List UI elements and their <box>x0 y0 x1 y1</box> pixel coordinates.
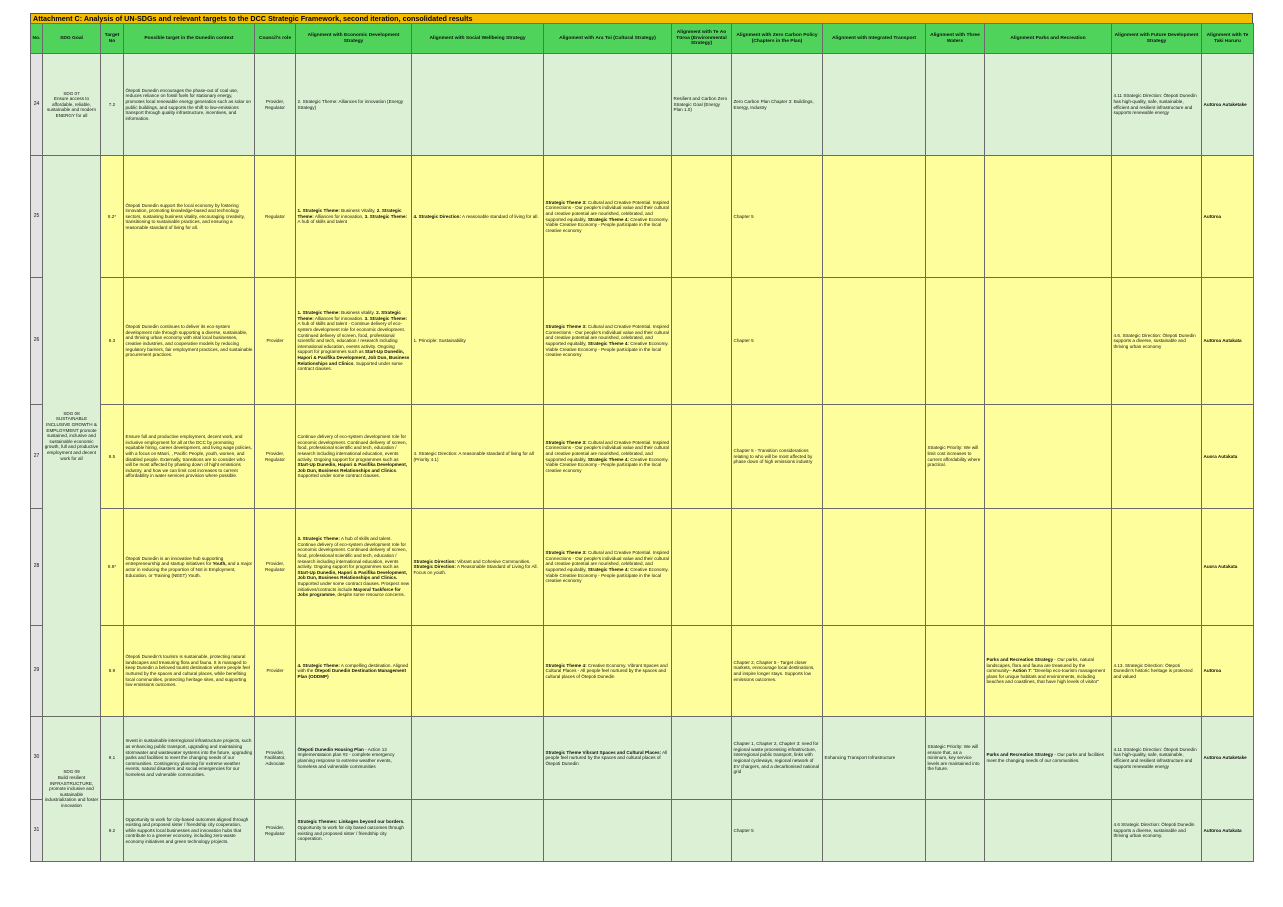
te-ao-turoa-cell[interactable] <box>672 509 732 626</box>
te-ao-turoa-cell[interactable] <box>672 156 732 278</box>
header-row <box>31 24 1254 54</box>
economic-theme-text: Continue delivery of eco-system development role for economic development. Continued delivery of screen, food, professional scientific and tech, education / research including international education, events activity. Ongoing support for programmes such as <box>297 434 407 462</box>
economic-theme-label: Strategic Themes: Linkages beyond our borders. <box>297 819 405 825</box>
social-cell[interactable]: 1. Principle: Sustainability <box>412 278 544 405</box>
zero-carbon-cell[interactable]: Zero Carbon Plan Chapter 3: Buildings, Energy, Industry <box>732 54 823 156</box>
ara-toi-cell[interactable] <box>544 405 672 509</box>
context-cell[interactable]: Ōtepoti Dunedin support the local economy by fostering innovation, promoting knowledge-based and technology sectors, sustaining business vitality, encouraging creativity, transitioning to sustainable practices, and ensuring a reasonable standard of living for all. <box>124 156 255 278</box>
ara-toi-theme-text: All people feel nurtured by the spaces and cultural places of Ōtepoti Dunedin <box>545 749 668 766</box>
zero-carbon-cell[interactable]: Chapter 2, Chapter 5 - Target closer markets, enncourage local destinations, and inspire longer stays. Supports low emissions outcomes. <box>732 626 823 717</box>
economic-theme-text: Alliances for innovation, <box>313 213 365 219</box>
target-no-cell[interactable]: 7.2 <box>101 54 124 156</box>
sheet-title: Attachment C: Analysis of UN-SDGs and relevant targets to the DCC Strategic Framework, second iteration, consolidated results <box>30 13 1253 23</box>
context-cell[interactable]: Ōtepoti Dunedin encourages the phase-out of coal use, reduces reliance on fossil fuels for stationary energy, promotes local renewable energy generation such as solar on public buildings, and supports the shift to low-emissions transport through quality infrastructure, incentives, and information. <box>124 54 255 156</box>
te-taki-haruru-cell[interactable]: Auora Autakata <box>1202 509 1254 626</box>
three-waters-cell[interactable] <box>926 626 985 717</box>
economic-theme-label: 4. Strategic Theme: <box>297 662 340 668</box>
transport-cell[interactable] <box>823 509 926 626</box>
ara-toi-theme-text: Creative Economy. Vibrant Spaces and Cultural Places - All people feel nurtured by the spaces and cultural places of Ōtepoti Dunedin <box>545 662 668 679</box>
transport-cell[interactable] <box>823 278 926 405</box>
three-waters-cell[interactable] <box>926 156 985 278</box>
col-header-ara-toi[interactable]: Alignment with Ara Toi (Cultural Strategy) <box>544 24 672 54</box>
social-direction-label: 4. Strategic Direction: <box>413 213 461 219</box>
parks-strategy-text: - Our parks and facilities meet the changing needs of our communities. <box>986 752 1104 763</box>
ara-toi-cell[interactable] <box>544 626 672 717</box>
parks-cell[interactable] <box>985 717 1112 800</box>
social-direction-text: A Reasonable Standard of Living for All. Focus on youth. <box>413 564 538 575</box>
table-row <box>31 509 1254 626</box>
fds-cell[interactable]: 4.11 Strategic Direction: Ōtepoti Dunedin has high-quality, safe, sustainable, efficient and resilient infrastructure and supports renewable energy <box>1112 717 1202 800</box>
context-text: Ōtepoti Dunedin is an innovative hub supporting entrepreneurship and startup initiatives for <box>125 555 224 567</box>
parks-action-label: Action 7 <box>1012 668 1031 674</box>
transport-cell[interactable] <box>823 156 926 278</box>
te-taki-haruru-cell[interactable]: Auora Autakata <box>1202 405 1254 509</box>
alignment-table <box>30 23 1254 862</box>
ara-toi-theme-label: Strategic Theme 3: <box>545 550 587 556</box>
economic-programmes: Mayoral Taskforce for Jobs programme <box>297 586 401 598</box>
zero-carbon-cell[interactable]: Chapter 1, Chapter 2, Chapter 3: need for regional waste processing infrastructure, interregional public transport, links with regional cycleways, regional network of EV chargers, and a decarbonised national grid <box>732 717 823 800</box>
row-number[interactable]: 27 <box>31 405 43 509</box>
role-cell[interactable]: Provider, Regulator <box>255 800 296 862</box>
ara-toi-theme-text: Creative Economy. Viable Creative Economy - People participate in the local creative economy <box>545 567 669 584</box>
col-header-social[interactable]: Alignment with Social Wellbeing Strategy <box>412 24 544 54</box>
economic-cell[interactable]: 2. Strategic Theme: Alliances for innovation (Energy Strategy) <box>296 54 412 156</box>
ara-toi-cell[interactable] <box>544 156 672 278</box>
col-header-role[interactable]: Council's role <box>255 24 296 54</box>
sdg-goal-cell[interactable]: SDG 08 SUSTAINABLE INCLUSIVE GROWTH & EMPLOYMENT promote sustained, inclusive and sustainable economic growth, full and productive employment and decent work for all <box>43 156 101 717</box>
parks-cell[interactable] <box>985 278 1112 405</box>
ara-toi-theme-text: Cultural and Creative Potential. Inspired Connections - Our people's individual value and their cultural and creative potential are nourished, celebrated, and supported equitably, <box>545 439 670 462</box>
fds-cell[interactable]: 4.6 Strategic Direction: Ōtepoti Dunedin supports a diverse, sustainable and thriving urban economy. <box>1112 800 1202 862</box>
col-header-no[interactable]: No. <box>31 24 43 54</box>
te-ao-turoa-cell[interactable] <box>672 717 732 800</box>
ara-toi-theme-label: Strategic Theme 3: <box>545 324 587 330</box>
parks-cell[interactable] <box>985 156 1112 278</box>
col-header-sdg-goal[interactable]: SDG Goal <box>43 24 101 54</box>
social-cell[interactable] <box>412 156 544 278</box>
fds-cell[interactable] <box>1112 405 1202 509</box>
economic-cell[interactable] <box>296 278 412 405</box>
fds-cell[interactable]: 4.6. Strategic Direction: Ōtepoti Dunedin supports a diverse, sustainable and thriving urban economy <box>1112 278 1202 405</box>
role-cell[interactable]: Regulator <box>255 156 296 278</box>
economic-programmes: Start-Up Dunedin, Hapori & Pasifika Development, Job Dun, Business Relationships and Clinics <box>297 462 408 473</box>
parks-strategy-text: - Our parks, natural landscapes, flora and fauna are treasured by the community– <box>986 657 1094 674</box>
ara-toi-theme-text: Creative Economy. Viable Creative Economy - People participate in the local creative economy <box>545 216 669 233</box>
row-number[interactable]: 31 <box>31 800 43 862</box>
transport-cell[interactable] <box>823 800 926 862</box>
zero-carbon-cell[interactable]: Chapter 5 <box>732 800 823 862</box>
economic-cell[interactable] <box>296 626 412 717</box>
role-cell[interactable]: Provider, Regulator <box>255 54 296 156</box>
economic-plan-name: Ōtepoti Dunedin Destination Management Plan (ODDMP) <box>297 668 406 679</box>
social-direction-label: Strategic Direction: <box>413 564 456 570</box>
ara-toi-theme-label: Strategic Theme 4: <box>587 567 629 572</box>
context-text: and a major actor in reducing the proportion of Not in Employment, Education, or Training (NEET) Youth. <box>125 561 253 578</box>
economic-theme-text: A hub of skills and talent - Continue delivery of eco-system development role for economic development. Continued delivery of screen, food, professional scientific and tech, education / research including international education, events activity. Ongoing support for programmes such as <box>297 321 405 355</box>
economic-cell[interactable] <box>296 509 412 626</box>
col-header-three-waters[interactable]: Alignment with Three Waters <box>926 24 985 54</box>
ara-toi-theme-text: Creative Economy. Viable Creative Economy - People participate in the local creative economy <box>545 341 669 358</box>
economic-theme-label: 2. Strategic Theme: <box>297 310 401 321</box>
te-ao-turoa-cell[interactable] <box>672 405 732 509</box>
parks-cell[interactable] <box>985 405 1112 509</box>
fds-cell[interactable] <box>1112 156 1202 278</box>
parks-strategy-label: Parks and Recreation Strategy <box>986 657 1054 663</box>
target-no-cell[interactable]: 8.2* <box>101 156 124 278</box>
economic-theme-text: Alliances for innovation. <box>313 315 365 321</box>
economic-theme-text: Business Vitality, <box>339 208 377 214</box>
ara-toi-theme-label: Strategic Theme 4: <box>587 216 629 222</box>
target-no-cell[interactable]: 8.5 <box>101 405 124 509</box>
economic-theme-text: A hub of skills and talent <box>297 219 348 225</box>
zero-carbon-cell[interactable]: Chapter 5 <box>732 156 823 278</box>
economic-theme-label: 1. Strategic Theme: <box>297 208 340 214</box>
fds-cell[interactable]: 4.13. Strategic Direction: Ōtepoti Dunedin's historic heritage is protected and valued <box>1112 626 1202 717</box>
ara-toi-cell[interactable] <box>544 54 672 156</box>
te-taki-haruru-cell[interactable]: Autūroa <box>1202 626 1254 717</box>
social-cell[interactable]: 4. Strategic Direction: A reasonable standard of living for all (Priority 4.1) <box>412 405 544 509</box>
transport-cell[interactable]: Enhancing Transport Infrastructure <box>823 717 926 800</box>
row-number[interactable]: 25 <box>31 156 43 278</box>
target-no-cell[interactable]: 8.6* <box>101 509 124 626</box>
table-row <box>31 800 1254 862</box>
three-waters-cell[interactable] <box>926 54 985 156</box>
row-number[interactable]: 26 <box>31 278 43 405</box>
col-header-parks[interactable]: Alignment Parks and Recreation <box>985 24 1112 54</box>
ara-toi-theme-label: Strategic Theme 3: <box>545 199 587 205</box>
social-cell[interactable] <box>412 509 544 626</box>
ara-toi-theme-label: Strategic Theme 4: <box>545 662 587 668</box>
col-header-te-taki-haruru[interactable]: Alignment with Te Taki Haruru <box>1202 24 1254 54</box>
row-number[interactable]: 28 <box>31 509 43 626</box>
table-row <box>31 717 1254 800</box>
ara-toi-theme-label: Strategic Theme Vibrant Spaces and Cultural Places: <box>545 749 662 755</box>
row-number[interactable]: 30 <box>31 717 43 800</box>
table-row <box>31 156 1254 278</box>
target-no-cell[interactable]: 8.9 <box>101 626 124 717</box>
economic-theme-label: 3. Strategic Theme: <box>297 536 340 542</box>
ara-toi-theme-label: Strategic Theme 4: <box>587 456 629 462</box>
parks-strategy-label: Parks and Recreation Strategy <box>986 752 1054 758</box>
social-direction-label: Strategic Direction: <box>413 558 456 564</box>
economic-theme-text: - Action 13 Implementataion plan #2 - complete emergency planning response to extreme weather events, homeless and vulnerable communities <box>297 746 395 769</box>
transport-cell[interactable] <box>823 405 926 509</box>
target-no-cell[interactable]: 9.2 <box>101 800 124 862</box>
social-cell[interactable] <box>412 800 544 862</box>
role-cell[interactable]: Provider, Regulator <box>255 405 296 509</box>
col-header-transport[interactable]: Alignment with Integrated Transport <box>823 24 926 54</box>
context-cell[interactable]: Invest in sustainable interregional infrastructure projects, such as enhancing public transport, upgrading and maintaining stormwater and wastewater systems into the future, upgrading parks and facilities to meet the changing needs of our communities. Contingency planning for extreme weather events, natural disasters and social emergencies for our homeless and vulnerable communities. <box>124 717 255 800</box>
economic-theme-label: 3. Strategic Theme: <box>364 213 408 219</box>
economic-theme-label: 1. Strategic Theme: <box>297 310 340 316</box>
social-cell[interactable] <box>412 626 544 717</box>
context-cell[interactable]: Ōtepoti Dunedin continues to deliver its eco-system development role through supporting a diverse, sustainable, and thriving urban economy with vital local businesses, creative industries, and cooperative models by reducing regulatory barriers, fair employment practices, and sustainable procurement practices. <box>124 278 255 405</box>
te-taki-haruru-cell[interactable]: Autūroa Autakata <box>1202 800 1254 862</box>
te-ao-turoa-cell[interactable] <box>672 800 732 862</box>
te-taki-haruru-cell[interactable]: Autūroa Autaketake <box>1202 54 1254 156</box>
transport-cell[interactable] <box>823 626 926 717</box>
role-cell[interactable]: Provider, Regulator <box>255 509 296 626</box>
economic-cell[interactable] <box>296 405 412 509</box>
social-direction-text: Vibrant and Cohesive Communities. <box>455 558 531 564</box>
economic-programmes: Start-Up Dunedin, Hapori & Pasifika Development, Job Dun, Business Relationships and Clinics. <box>297 569 408 581</box>
social-cell[interactable] <box>412 717 544 800</box>
parks-strategy-text: : "Develop eco-tourism management plans for unique habitats and environments, including beaches and coastlines, that have high levels of visitor" <box>986 668 1106 685</box>
col-header-fds[interactable]: Alignment with Future Development Strategy <box>1112 24 1202 54</box>
row-number[interactable]: 24 <box>31 54 43 156</box>
col-header-te-ao-turoa[interactable]: Alignment with Te Ao Tūroa (Environmental Strategy) <box>672 24 732 54</box>
parks-cell[interactable] <box>985 626 1112 717</box>
parks-cell[interactable] <box>985 800 1112 862</box>
context-cell[interactable]: Opportunity to work for city-based outcomes aligned through existing and proposed sister / friendship city cooperation, while supports local businesses and innovation hubs that contribute to a greener economy, including zero-waste economy initiatives and green technology projects. <box>124 800 255 862</box>
col-header-economic[interactable]: Alignment with Economic Development Strategy <box>296 24 412 54</box>
target-no-cell[interactable]: 8.3 <box>101 278 124 405</box>
housing-plan-label: Ōtepoti Dunedin Housing Plan <box>297 746 364 752</box>
social-direction-text: A reasonable standard of living for all. <box>460 213 539 219</box>
economic-theme-label: 3. Strategic Theme: <box>364 315 408 321</box>
ara-toi-cell[interactable] <box>544 509 672 626</box>
context-cell[interactable]: Ensure full and productive employment, decent work, and inclusive employment for all at the DCC by promoting equitable hiring, career development, and living wage policies, with a focus on Māori, , Pacific People, youth, women, and disabled people. Externally, transitions are to consider who will be most affected by phasing down of hight emissions industry, and how we can limit cost increases to current affordability in water services provision where possible. <box>124 405 255 509</box>
table-row <box>31 278 1254 405</box>
ara-toi-cell[interactable] <box>544 717 672 800</box>
ara-toi-cell[interactable] <box>544 800 672 862</box>
economic-theme-text: . Supported under some contract clauses. <box>297 360 403 372</box>
role-cell[interactable]: Provider, Facilitator, Advocate <box>255 717 296 800</box>
economic-theme-text: A compelling destination. Aligned with the <box>297 662 409 674</box>
economic-theme-text: Business vitality. <box>339 310 377 316</box>
economic-cell[interactable] <box>296 717 412 800</box>
sdg-goal-cell[interactable]: SDG 07 Ensure access to affordable, reliable, sustainable and modern ENERGY for all <box>43 54 101 156</box>
ara-toi-theme-text: Creative Economy. Viable Creative Economy - People participate in the local creative economy <box>545 456 669 473</box>
context-cell[interactable] <box>124 509 255 626</box>
economic-theme-text: A hub of skills and talent. Continue delivery of eco-system development role for economic development. Continued delivery of screen, food, professional scientific and tech, education / research including international education, events activity. Ongoing support for programmes such as <box>297 536 407 570</box>
zero-carbon-cell[interactable] <box>732 509 823 626</box>
context-cell[interactable]: Ōtepoti Dunedin's tourism is sustainable, protecting natural landscapes and treasuring flora and fauna. It is managed to keep Dunedin a beloved tourist destination where people feel nurtured by the spaces and cultural places, while benefiting local communities, protecting heritage sites, and supporting low emissions outcomes. <box>124 626 255 717</box>
role-cell[interactable]: Provider <box>255 278 296 405</box>
spreadsheet <box>30 13 1253 862</box>
te-taki-haruru-cell[interactable]: Autūroa Autaketake <box>1202 717 1254 800</box>
three-waters-cell[interactable] <box>926 509 985 626</box>
parks-cell[interactable] <box>985 54 1112 156</box>
economic-theme-text: Opportunity to work for city based outcomes through existing and proposed sister / friendship city cooperation. <box>297 824 404 842</box>
sdg-goal-cell[interactable]: SDG 09 Build resilient INFRASTRUCTURE, promote inclusive and sustainable industrialization and foster innovation <box>43 717 101 862</box>
economic-theme-text: Supported under some contract clauses. Prospect new initiatives/contracts include <box>297 580 410 592</box>
ara-toi-theme-text: Cultural and Creative Potential. Inspired Connections - Our people's individual value and their cultural and creative potential are nourished, celebrated, and supported equitably, <box>545 324 670 346</box>
three-waters-cell[interactable] <box>926 800 985 862</box>
ara-toi-theme-text: Cultural and Creative Potential. Inspired Connections - Our people's individual value and their cultural and creative potential are nourished, celebrated, and supported equitably, <box>545 550 670 572</box>
zero-carbon-cell[interactable]: Chapter 5 <box>732 278 823 405</box>
economic-theme-text: . Supported under some contract clauses. <box>297 467 398 479</box>
three-waters-cell[interactable]: Strategic Priority: We will ensure that, as a minimum, key service levels are maintained into the future. <box>926 717 985 800</box>
fds-cell[interactable] <box>1112 509 1202 626</box>
te-ao-turoa-cell[interactable]: Resilient and Carbon Zero Strategic Goal (Energy Plan 1.0) <box>672 54 732 156</box>
ara-toi-theme-label: Strategic Theme 4: <box>587 341 629 346</box>
parks-cell[interactable] <box>985 509 1112 626</box>
ara-toi-theme-label: Strategic Theme 3: <box>545 439 587 445</box>
social-cell[interactable] <box>412 54 544 156</box>
economic-theme-label: 2. Strategic Theme: <box>297 208 402 219</box>
col-header-zero-carbon[interactable]: Alignment with Zero Carbon Policy (Chapters in the Plan) <box>732 24 823 54</box>
economic-cell[interactable] <box>296 156 412 278</box>
economic-programmes: Start-Up Dunedin, Hapori & Pasifika Development, Job Dun, Business Relationships and Clinics <box>297 349 410 366</box>
te-taki-haruru-cell[interactable]: Autūroa Autakata <box>1202 278 1254 405</box>
table-row <box>31 54 1254 156</box>
economic-theme-text: , despite some resource concerns. <box>334 592 405 598</box>
zero-carbon-cell[interactable]: Chapter 5 - Transition considerations relating to who will be most affected by phase down of high emissions industry <box>732 405 823 509</box>
economic-cell[interactable] <box>296 800 412 862</box>
col-header-target-no[interactable]: Target No <box>101 24 124 54</box>
three-waters-cell[interactable]: Strategic Priority: We will limit cost increases to current affordability where practical. <box>926 405 985 509</box>
target-no-cell[interactable]: 9.1 <box>101 717 124 800</box>
context-emphasis: Youth, <box>212 561 227 567</box>
row-number[interactable]: 29 <box>31 626 43 717</box>
ara-toi-theme-text: Cultural and Creative Potential. Inspired Connections - Our people's individual value and their cultural and creative potential are nourished, celebrated, and supported equitably, <box>545 199 670 222</box>
te-ao-turoa-cell[interactable] <box>672 278 732 405</box>
fds-cell[interactable]: 4.11 Strategic Direction: Ōtepoti Dunedin has high-quality, safe, sustainable, efficient and resilient infrastructure and supports renewable energy <box>1112 54 1202 156</box>
table-row <box>31 405 1254 509</box>
te-ao-turoa-cell[interactable] <box>672 626 732 717</box>
te-taki-haruru-cell[interactable]: Autūroa <box>1202 156 1254 278</box>
col-header-context[interactable]: Possible target in the Dunedin context <box>124 24 255 54</box>
three-waters-cell[interactable] <box>926 278 985 405</box>
transport-cell[interactable] <box>823 54 926 156</box>
table-row <box>31 626 1254 717</box>
ara-toi-cell[interactable] <box>544 278 672 405</box>
role-cell[interactable]: Provider <box>255 626 296 717</box>
